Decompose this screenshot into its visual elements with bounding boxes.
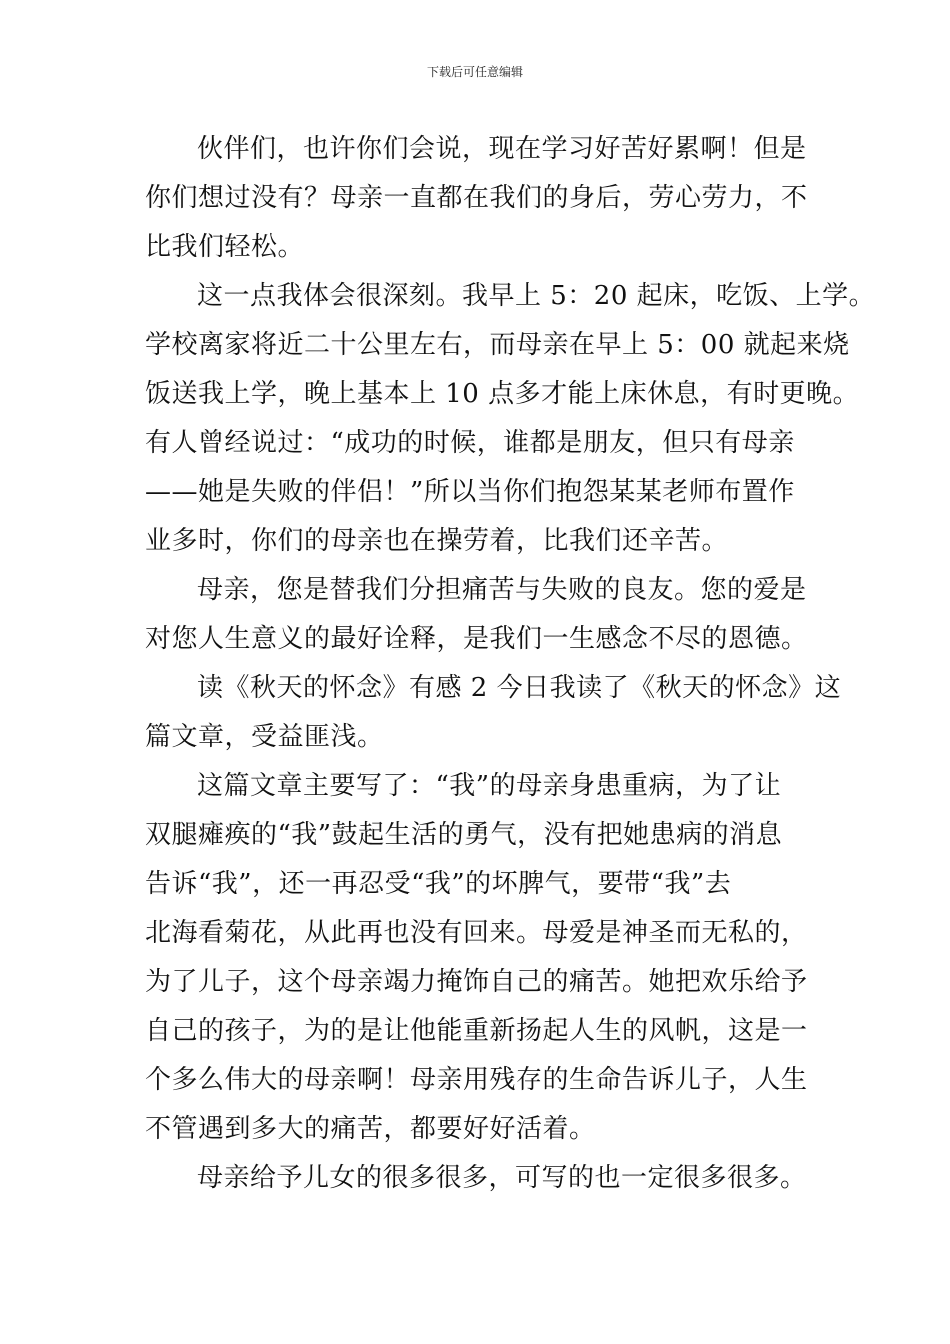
- text-line: ——她是失败的伴侣！”所以当你们抱怨某某老师布置作: [145, 477, 795, 507]
- document-body: [145, 125, 876, 1203]
- text-line: 双腿瘫痪的“我”鼓起生活的勇气，没有把她患病的消息: [145, 820, 783, 850]
- text-line: 学校离家将近二十公里左右，而母亲在早上 5：00 就起来烧: [145, 330, 850, 360]
- text-line: 北海看菊花，从此再也没有回来。母爱是神圣而无私的，: [145, 918, 808, 948]
- text-line: 个多么伟大的母亲啊！母亲用残存的生命告诉儿子，人生: [145, 1065, 808, 1095]
- text-line: 这一点我体会很深刻。我早上 5：20 起床，吃饭、上学。: [197, 281, 876, 311]
- paragraph-1: [145, 125, 820, 272]
- paragraph-4: [145, 664, 842, 762]
- text-line: 这篇文章主要写了：“我”的母亲身患重病，为了让: [197, 771, 782, 801]
- text-line: 业多时，你们的母亲也在操劳着，比我们还辛苦。: [145, 526, 729, 556]
- text-line: 母亲，您是替我们分担痛苦与失败的良友。您的爱是: [197, 575, 807, 605]
- paragraph-5: [145, 762, 820, 1154]
- text-line: 读《秋天的怀念》有感 2 今日我读了《秋天的怀念》这: [197, 673, 842, 703]
- text-line: 对您人生意义的最好诠释，是我们一生感念不尽的恩德。: [145, 624, 808, 654]
- text-line: 母亲给予儿女的很多很多，可写的也一定很多很多。: [197, 1163, 807, 1193]
- text-line: 为了儿子，这个母亲竭力掩饰自己的痛苦。她把欢乐给予: [145, 967, 808, 997]
- text-line: 告诉“我”，还一再忍受“我”的坏脾气，要带“我”去: [145, 869, 732, 899]
- text-line: 你们想过没有？母亲一直都在我们的身后，劳心劳力，不: [145, 183, 808, 213]
- text-line: 伙伴们，也许你们会说，现在学习好苦好累啊！但是: [197, 134, 807, 164]
- text-line: 有人曾经说过：“成功的时候，谁都是朋友，但只有母亲: [145, 428, 795, 458]
- paragraph-6: [145, 1154, 820, 1203]
- text-line: 不管遇到多大的痛苦，都要好好活着。: [145, 1114, 596, 1144]
- text-line: 饭送我上学，晚上基本上 10 点多才能上床休息，有时更晚。: [145, 379, 860, 409]
- text-line: 比我们轻松。: [145, 232, 305, 262]
- paragraph-3: [145, 566, 820, 664]
- text-line: 篇文章，受益匪浅。: [145, 722, 384, 752]
- page-header: 下载后可任意编辑: [426, 65, 523, 79]
- text-line: 自己的孩子，为的是让他能重新扬起人生的风帆，这是一: [145, 1016, 808, 1046]
- paragraph-2: [145, 272, 876, 566]
